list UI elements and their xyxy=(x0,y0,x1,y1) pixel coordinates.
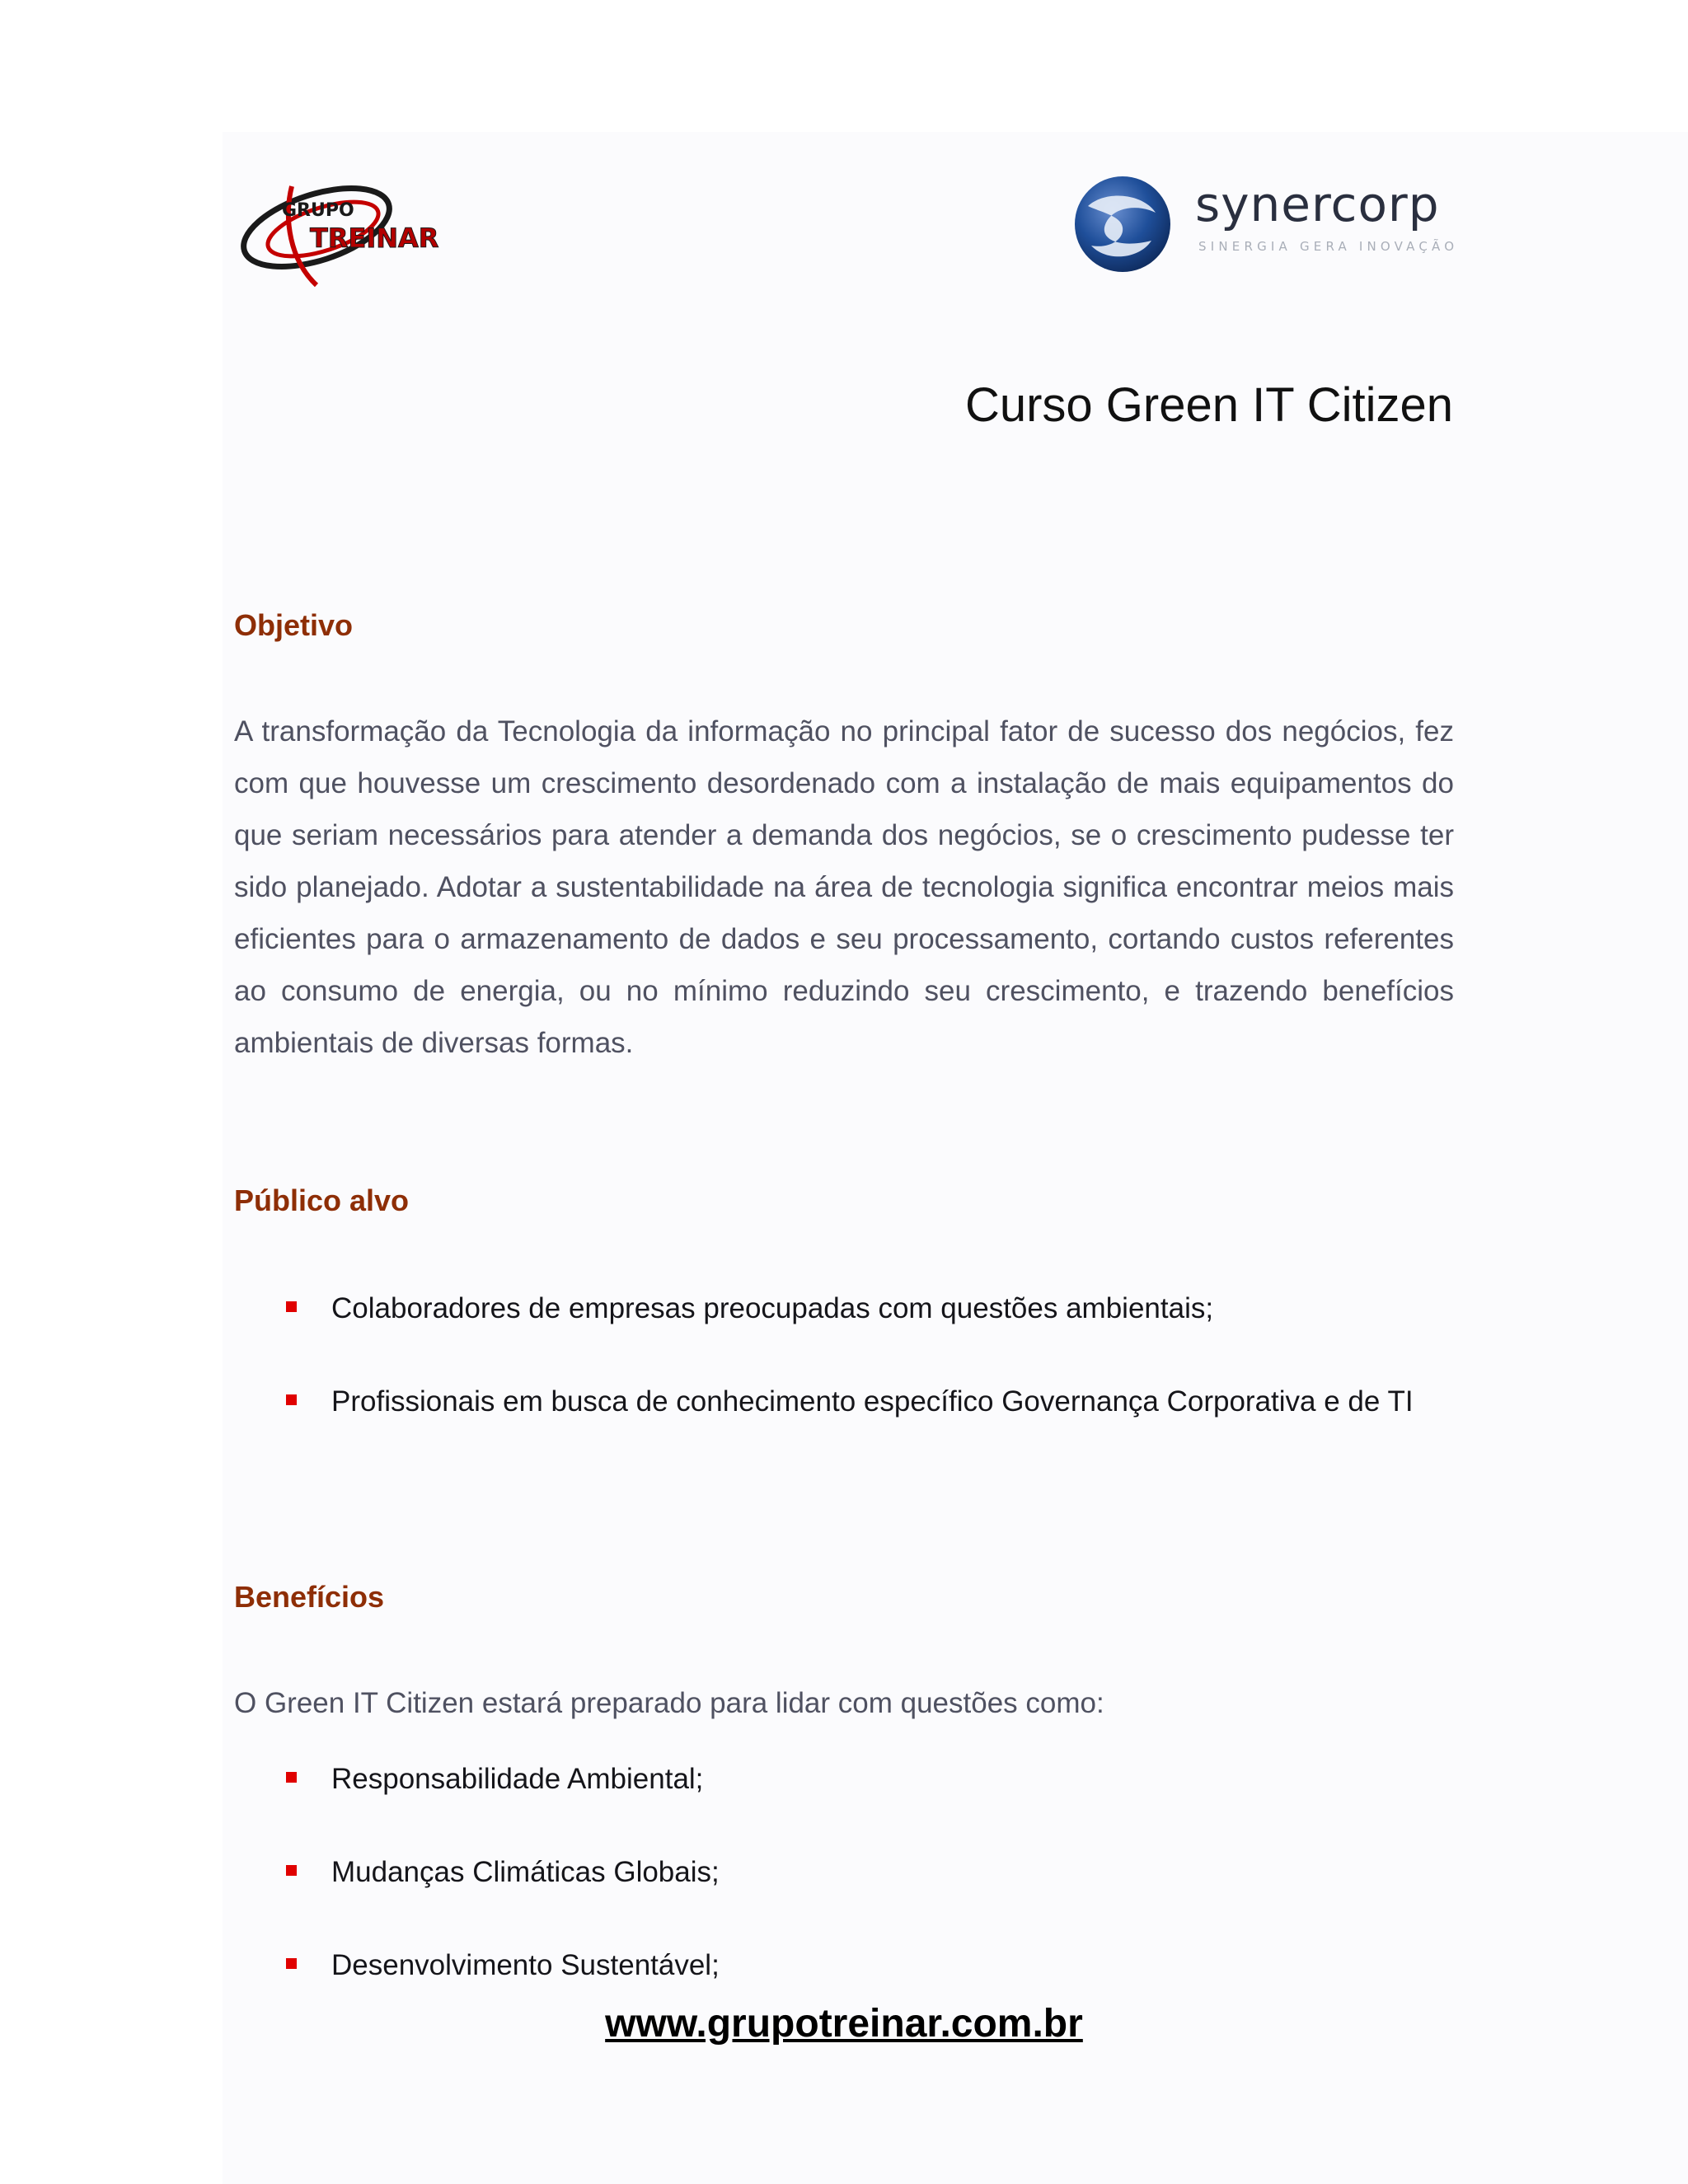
bullet-square-icon xyxy=(286,1394,297,1405)
logo-line1: GRUPO xyxy=(282,200,354,221)
heading-publico-alvo: Público alvo xyxy=(234,1183,410,1217)
list-item-text: Responsabilidade Ambiental; xyxy=(331,1763,704,1795)
heading-objetivo: Objetivo xyxy=(234,608,354,642)
heading-beneficios: Benefícios xyxy=(234,1580,385,1614)
list-item xyxy=(234,1846,1454,1898)
list-item xyxy=(234,1939,1454,1991)
publico-alvo-list xyxy=(234,1282,1454,1427)
website-link[interactable]: www.grupotreinar.com.br xyxy=(605,2002,1083,2046)
bullet-square-icon xyxy=(286,1301,297,1312)
list-item-text: Desenvolvimento Sustentável; xyxy=(331,1949,720,1981)
objetivo-paragraph: A transformação da Tecnologia da informação no principal fator de sucesso dos negócios, fez com que houvesse um crescimento desordenado com a instalação de mais equipamentos do que seriam necessários para atender a demanda dos negócios, se o crescimento pudesse ter sido planejado. Adotar a sustentabilidade na área de tecnologia significa encontrar meios mais eficientes para o armazenamento de dados e seu processamento, cortando custos referentes ao consumo de energia, ou no mínimo reduzindo seu crescimento, e trazendo benefícios ambientais de diversas formas. xyxy=(234,715,1454,1059)
synercorp-wordmark: synercorp xyxy=(1195,176,1440,232)
list-item xyxy=(234,1282,1454,1334)
logo-line2: TREINAR xyxy=(310,223,439,254)
synercorp-sphere-icon xyxy=(1073,173,1175,275)
bullet-square-icon xyxy=(286,1772,297,1783)
bullet-square-icon xyxy=(286,1958,297,1969)
beneficios-list xyxy=(234,1753,1454,1991)
synercorp-logo xyxy=(1073,173,1459,275)
list-item xyxy=(234,1376,1454,1427)
synercorp-tagline: SINERGIA GERA INOVAÇÃO xyxy=(1198,239,1459,254)
bullet-square-icon xyxy=(286,1865,297,1876)
list-item-text: Mudanças Climáticas Globais; xyxy=(331,1856,720,1888)
grupo-treinar-logo xyxy=(234,162,473,293)
grupo-treinar-swoosh-icon xyxy=(234,162,473,293)
list-item xyxy=(234,1753,1454,1805)
list-item-text: Colaboradores de empresas preocupadas com questões ambientais; xyxy=(331,1292,1214,1324)
list-item-text: Profissionais em busca de conhecimento específico Governança Corporativa e de TI xyxy=(331,1385,1414,1418)
beneficios-intro: O Green IT Citizen estará preparado para lidar com questões como: xyxy=(234,1687,1104,1719)
course-title: Curso Green IT Citizen xyxy=(964,378,1453,432)
